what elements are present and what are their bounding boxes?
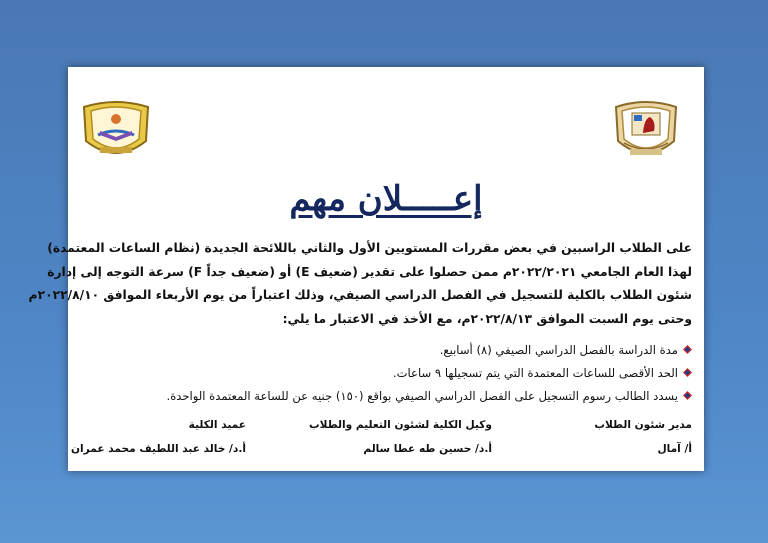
body-line-2: لهذا العام الجامعي ٢٠٢٢/٢٠٢١م ممن حصلوا على تقدير (ضعيف E) أو (ضعيف جداً F) سرعة التوجه إلى إدارة [47, 264, 692, 279]
list-item-text: مدة الدراسة بالفصل الدراسي الصيفي (٨) أسابيع. [439, 343, 678, 357]
signature-title: مدير شئون الطلاب [594, 419, 692, 431]
signature-title: عميد الكلية [188, 419, 246, 431]
list-item-text: يسدد الطالب رسوم التسجيل على الفصل الدراسي الصيفي بواقع (١٥٠) جنيه عن للساعة المعتمدة الواحدة. [166, 389, 678, 403]
list-item-text: الحد الأقصى للساعات المعتمدة التي يتم تسجيلها ٩ ساعات. [392, 366, 678, 380]
list-item [76, 362, 692, 385]
faculty-seal-icon [80, 97, 152, 167]
diamond-bullet-icon [683, 345, 692, 354]
body-line-3: شئون الطلاب بالكلية للتسجيل في الفصل الدراسي الصيفي، وذلك اعتباراً من يوم الأربعاء الموافق ٢٠٢٢/٨/١٠م [28, 288, 692, 302]
body-line-1: على الطلاب الراسبين في بعض مقررات المستويين الأول والثاني باللائحة الجديدة (نظام الساعات المعتمدة) [47, 241, 692, 255]
signature-name: أ/ آمال [657, 443, 692, 455]
signature-name: أ.د/ حسين طه عطا سالم [363, 443, 492, 455]
diamond-bullet-icon [683, 368, 692, 377]
list-item [76, 385, 692, 408]
announcement-title: إعـــــلان مهم [289, 179, 483, 219]
announcement-body [28, 237, 692, 331]
signatures-block [70, 419, 692, 463]
conditions-list [76, 339, 692, 408]
announcement-sheet [28, 67, 704, 471]
body-line-4: وحتى يوم السبت الموافق ٢٠٢٢/٨/١٣م، مع الأخذ في الاعتبار ما يلي: [282, 311, 692, 326]
university-seal-icon [610, 97, 682, 167]
diamond-bullet-icon [683, 391, 692, 400]
list-item [76, 339, 692, 362]
signature-name: أ.د/ خالد عبد اللطيف محمد عمران [70, 443, 246, 455]
signature-title: وكيل الكلية لشئون التعليم والطلاب [309, 419, 492, 431]
